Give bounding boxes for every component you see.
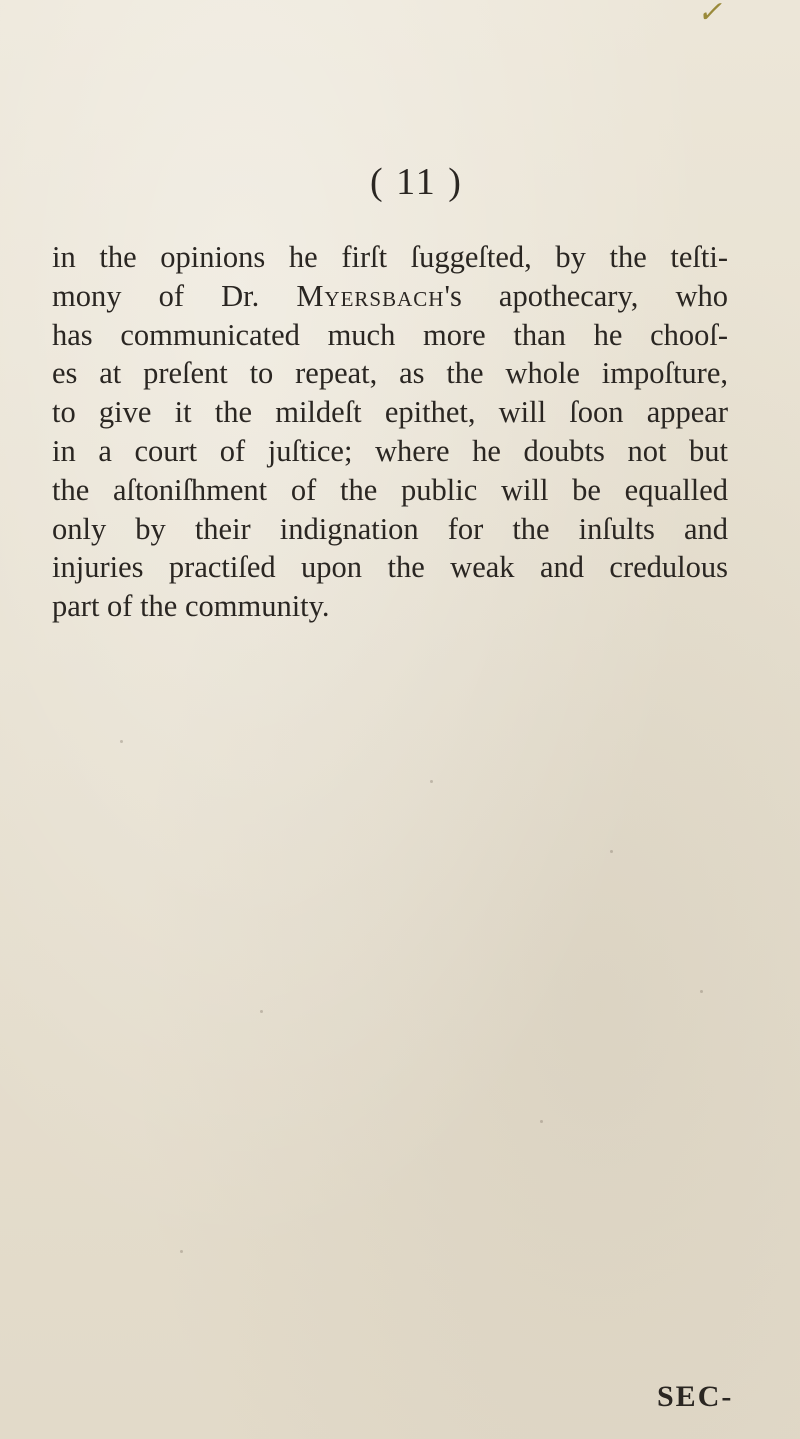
- paper-speck: [610, 850, 613, 853]
- body-text: [52, 238, 728, 626]
- text-line-5: to give it the mildeſt epithet, will ſoon appear: [52, 395, 728, 430]
- person-name: Myersbach: [296, 278, 445, 313]
- text-line-7: the aſtoniſhment of the public will be equalled: [52, 472, 728, 507]
- text-line-2-end: 's apothecary, who: [444, 278, 728, 313]
- text-line-6: in a court of juſtice; where he doubts not but: [52, 433, 728, 468]
- text-line-1: in the opinions he firſt ſuggeſted, by the teſti-: [52, 240, 728, 274]
- paper-speck: [260, 1010, 263, 1013]
- paper-speck: [430, 780, 433, 783]
- text-line-2-start: mony of Dr.: [52, 278, 297, 313]
- catchword: SEC-: [657, 1380, 734, 1413]
- text-line-9: injuries practiſed upon the weak and credulous: [52, 550, 728, 585]
- page-number-text: ( 11 ): [370, 161, 463, 203]
- paper-speck: [540, 1120, 543, 1123]
- text-line-10: part of the community.: [52, 589, 330, 624]
- ink-mark: ✓: [697, 0, 723, 29]
- text-line-4: es at preſent to repeat, as the whole impoſture,: [52, 356, 728, 391]
- paper-speck: [120, 740, 123, 743]
- text-line-2: [52, 277, 728, 316]
- paper-speck: [700, 990, 703, 993]
- text-line-8: only by their indignation for the inſults and: [52, 511, 728, 546]
- paper-speck: [180, 1250, 183, 1253]
- text-line-3: has communicated much more than he chooſ-: [52, 317, 728, 352]
